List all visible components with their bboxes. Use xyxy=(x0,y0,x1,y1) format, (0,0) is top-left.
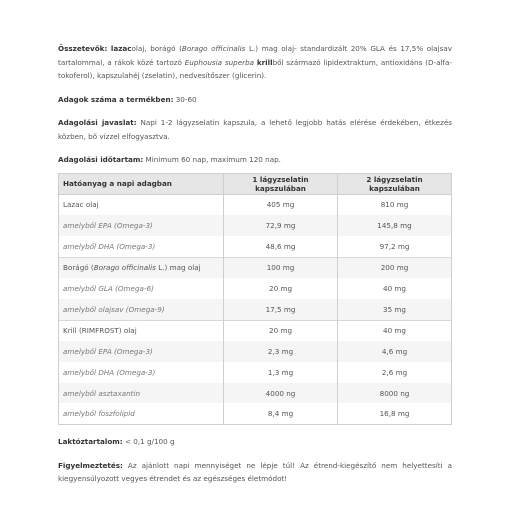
row-name: Lazac olaj xyxy=(59,194,224,215)
ingredients-krill: krill xyxy=(256,57,273,67)
duration-label: Adagolási időtartam: xyxy=(58,155,144,164)
table-row xyxy=(59,215,452,236)
row-value-two: 40 mg xyxy=(338,278,452,299)
table-row xyxy=(59,236,452,257)
row-value-two: 40 mg xyxy=(338,320,452,341)
row-name: Krill (RIMFROST) olaj xyxy=(59,320,224,341)
ingredients-lazac: lazac xyxy=(110,44,132,53)
lactose-label: Laktóztartalom: xyxy=(58,437,123,447)
row-name-suffix: L.) mag olaj xyxy=(155,263,201,273)
row-value-one: 405 mg xyxy=(224,194,338,215)
servings-paragraph xyxy=(58,93,452,107)
row-value-one: 20 mg xyxy=(224,278,338,299)
row-value-one: 8,4 mg xyxy=(224,403,338,424)
row-name: amelyből asztaxantin xyxy=(59,383,224,404)
table-row xyxy=(59,341,452,362)
table-row xyxy=(59,403,452,424)
row-value-one: 20 mg xyxy=(224,320,338,341)
row-value-two: 200 mg xyxy=(338,257,452,278)
table-row xyxy=(59,299,452,320)
row-value-two: 4,6 mg xyxy=(338,341,452,362)
table-header-row xyxy=(59,173,452,194)
ingredients-text: L.) mag olaj- standardizált 20% GLA és 17,5% olajsav tartalommal, a rákok közé tartozó xyxy=(58,44,452,67)
row-name-prefix: Borágó ( xyxy=(63,263,94,273)
dosage-label: Adagolási javaslat: xyxy=(58,118,137,127)
row-value-two: 35 mg xyxy=(338,299,452,320)
duration-paragraph xyxy=(58,153,452,167)
ingredients-text: olaj, borágó ( xyxy=(131,44,182,53)
row-value-one: 2,3 mg xyxy=(224,341,338,362)
table-row xyxy=(59,194,452,215)
servings-label: Adagok száma a termékben: xyxy=(58,94,174,104)
row-value-one: 72,9 mg xyxy=(224,215,338,236)
table-row xyxy=(59,257,452,278)
row-name: amelyből GLA (Omega-6) xyxy=(59,278,224,299)
row-value-one: 48,6 mg xyxy=(224,236,338,257)
table-row xyxy=(59,362,452,383)
row-value-one: 100 mg xyxy=(224,257,338,278)
dosage-paragraph xyxy=(58,116,452,143)
row-value-two: 2,6 mg xyxy=(338,362,452,383)
dosage-value: Napi 1-2 lágyzselatin kapszula, a lehető legjobb hatás elérése érdekében, étkezés közben, bő vízzel elfogyasztva. xyxy=(58,118,453,141)
row-value-two: 8000 ng xyxy=(338,383,452,404)
row-name xyxy=(59,257,224,278)
warning-label: Figyelmeztetés: xyxy=(58,460,123,470)
table-row xyxy=(59,383,452,404)
row-name: amelyből olajsav (Omega-9) xyxy=(59,299,224,320)
column-header-one-capsule: 1 lágyzselatin kapszulában xyxy=(224,173,338,194)
row-name: amelyből EPA (Omega-3) xyxy=(59,341,224,362)
ingredients-text: ből származó lipidextraktum, antioxidáns (D-alfa-tokoferol), kapszulahéj (zselatin), nedvesítőszer (glicerin). xyxy=(58,57,452,80)
nutrition-table xyxy=(58,173,452,426)
row-name: amelyből DHA (Omega-3) xyxy=(59,362,224,383)
ingredients-borago-latin: Borago officinalis xyxy=(181,44,246,53)
product-info xyxy=(58,42,452,486)
table-row xyxy=(59,278,452,299)
row-name: amelyből DHA (Omega-3) xyxy=(59,236,224,257)
ingredients-euphausia: Euphousia superba xyxy=(184,57,255,67)
table-row xyxy=(59,320,452,341)
row-value-one: 1,3 mg xyxy=(224,362,338,383)
row-value-one: 4000 ng xyxy=(224,383,338,404)
row-value-one: 17,5 mg xyxy=(224,299,338,320)
servings-value: 30-60 xyxy=(173,94,197,104)
ingredients-paragraph xyxy=(58,42,452,83)
row-name-latin: Borago officinalis xyxy=(93,263,156,273)
row-name: amelyből foszfolipid xyxy=(59,403,224,424)
row-value-two: 810 mg xyxy=(338,194,452,215)
lactose-paragraph xyxy=(58,435,452,449)
row-name: amelyből EPA (Omega-3) xyxy=(59,215,224,236)
warning-paragraph xyxy=(58,459,452,486)
column-header-two-capsules: 2 lágyzselatin kapszulában xyxy=(338,173,452,194)
lactose-value: < 0,1 g/100 g xyxy=(122,437,175,447)
row-value-two: 97,2 mg xyxy=(338,236,452,257)
warning-value: Az ajánlott napi mennyiséget ne lépje túl! Az étrend-kiegészítő nem helyettesíti a kiegyensúlyozott vegyes étrendet és az egészséges életmódot! xyxy=(58,460,452,484)
duration-value: Minimum 60 nap, maximum 120 nap. xyxy=(143,155,281,164)
column-header-ingredient: Hatóanyag a napi adagban xyxy=(59,173,224,194)
row-value-two: 145,8 mg xyxy=(338,215,452,236)
row-value-two: 16,8 mg xyxy=(338,403,452,424)
ingredients-label: Összetevők: xyxy=(58,44,108,53)
